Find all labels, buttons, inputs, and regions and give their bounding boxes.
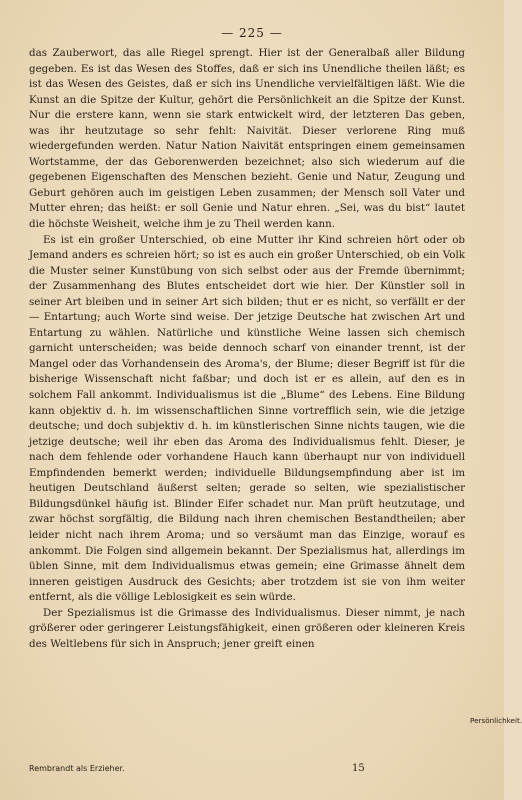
paragraph-1: das Zauberwort, das alle Riegel sprengt. Hier ist der Generalbaß aller Bildung gegeben. Es ist das Wesen des Stoffes, daß er sich ins Unendliche theilen läßt; es ist das Wesen des Geistes, daß er sich ins Unendliche vervielfältigen läßt. Wie die Kunst an die Spitze der Kultur, gehört die Persönlichkeit an die Spitze der Kunst. Nur die erstere kann, wenn sie stark entwickelt wird, der letzteren Das geben, was ihr heutzutage so sehr fehlt: Naivität. Dieser verlorene Ring muß wiedergefunden werden. Natur Nation Naivität entspringen einem gemeinsamen Wortstamme, der das Geborenwerden bezeichnet; also sich wiederum auf die gegebenen Eigenschaften des Menschen bezieht. Genie und Natur, Zeugung und Geburt gehören auch im geistigen Leben zusammen; der Mensch soll Vater und Mutter ehren; das heißt: er soll Genie und Natur ehren. „Sei, was du bist“ lautet die höchste Weisheit, welche ihm je zu Theil werden kann. [29,47,465,231]
paragraph-2: Es ist ein großer Unterschied, ob eine Mutter ihr Kind schreien hört oder ob Jemand anders es schreien hört; so ist es auch ein großer Unterschied, ob ein Volk die Muster seiner Kunstübung von sich selbst oder aus der Fremde übernimmt; der Zusammenhang des Blutes entscheidet dort wie hier. Der Künstler soll in seiner Art bleiben und in seiner Art sich bilden; thut er es nicht, so verfällt er der — Entartung; auch Worte sind weise. Der jetzige Deutsche hat zwischen Art und Entartung zu wählen. Natürliche und künstliche Weine lassen sich chemisch garnicht unterscheiden; was beide dennoch scharf von einander trennt, ist der Mangel oder das Vorhandensein des Aroma's, der Blume; dieser Begriff ist für die bisherige Wissenschaft nicht faßbar; und doch ist er es allein, auf den es in solchem Fall ankommt. Individualismus ist die „Blume“ des Lebens. Eine Bildung kann objektiv d. h. im wissenschaftlichen Sinne vortrefflich sein, wie die jetzige deutsche; und doch subjektiv d. h. im künstlerischen Sinne nichts taugen, wie die jetzige deutsche; weil ihr eben das Aroma des Individualismus fehlt. Dieser, je nach dem fehlende oder vorhandene Hauch kann überhaupt nur von individuell Empfindenden bemerkt werden; individuelle Bildungsempfindung aber ist im heutigen Deutschland äußerst selten; gerade so selten, wie spezialistischer Bildungsdünkel häufig ist. Blinder Eifer schadet nur. Man prüft heutzutage, und zwar höchst sorgfältig, die Bildung nach ihren chemischen Bestandtheilen; aber leider nicht nach ihrem Aroma; und so versäumt man das Einzige, worauf es ankommt. Die Folgen sind allgemein bekannt. Der Spezialismus hat, allerdings im üblen Sinne, mit dem Individualismus etwas gemein; eine Grimasse ähnelt dem inneren geistigen Ausdruck des Gesichts; aber trotzdem ist sie von ihm weiter entfernt, als die völlige Leblosigkeit es sein würde. [29,233,465,604]
signature-line: Rembrandt als Erzieher. [29,764,125,773]
paragraph-3: Der Spezialismus ist die Grimasse des Individualismus. Dieser nimmt, je nach größerer oder geringerer Leistungsfähigkeit, einen größeren oder kleineren Kreis des Weltlebens für sich in Anspruch; jener greift einen [29,606,465,650]
body-text [29,46,465,652]
margin-note: Persönlichkeit. [470,716,522,725]
signature-number: 15 [352,763,365,774]
page-number: — 225 — [221,26,283,40]
